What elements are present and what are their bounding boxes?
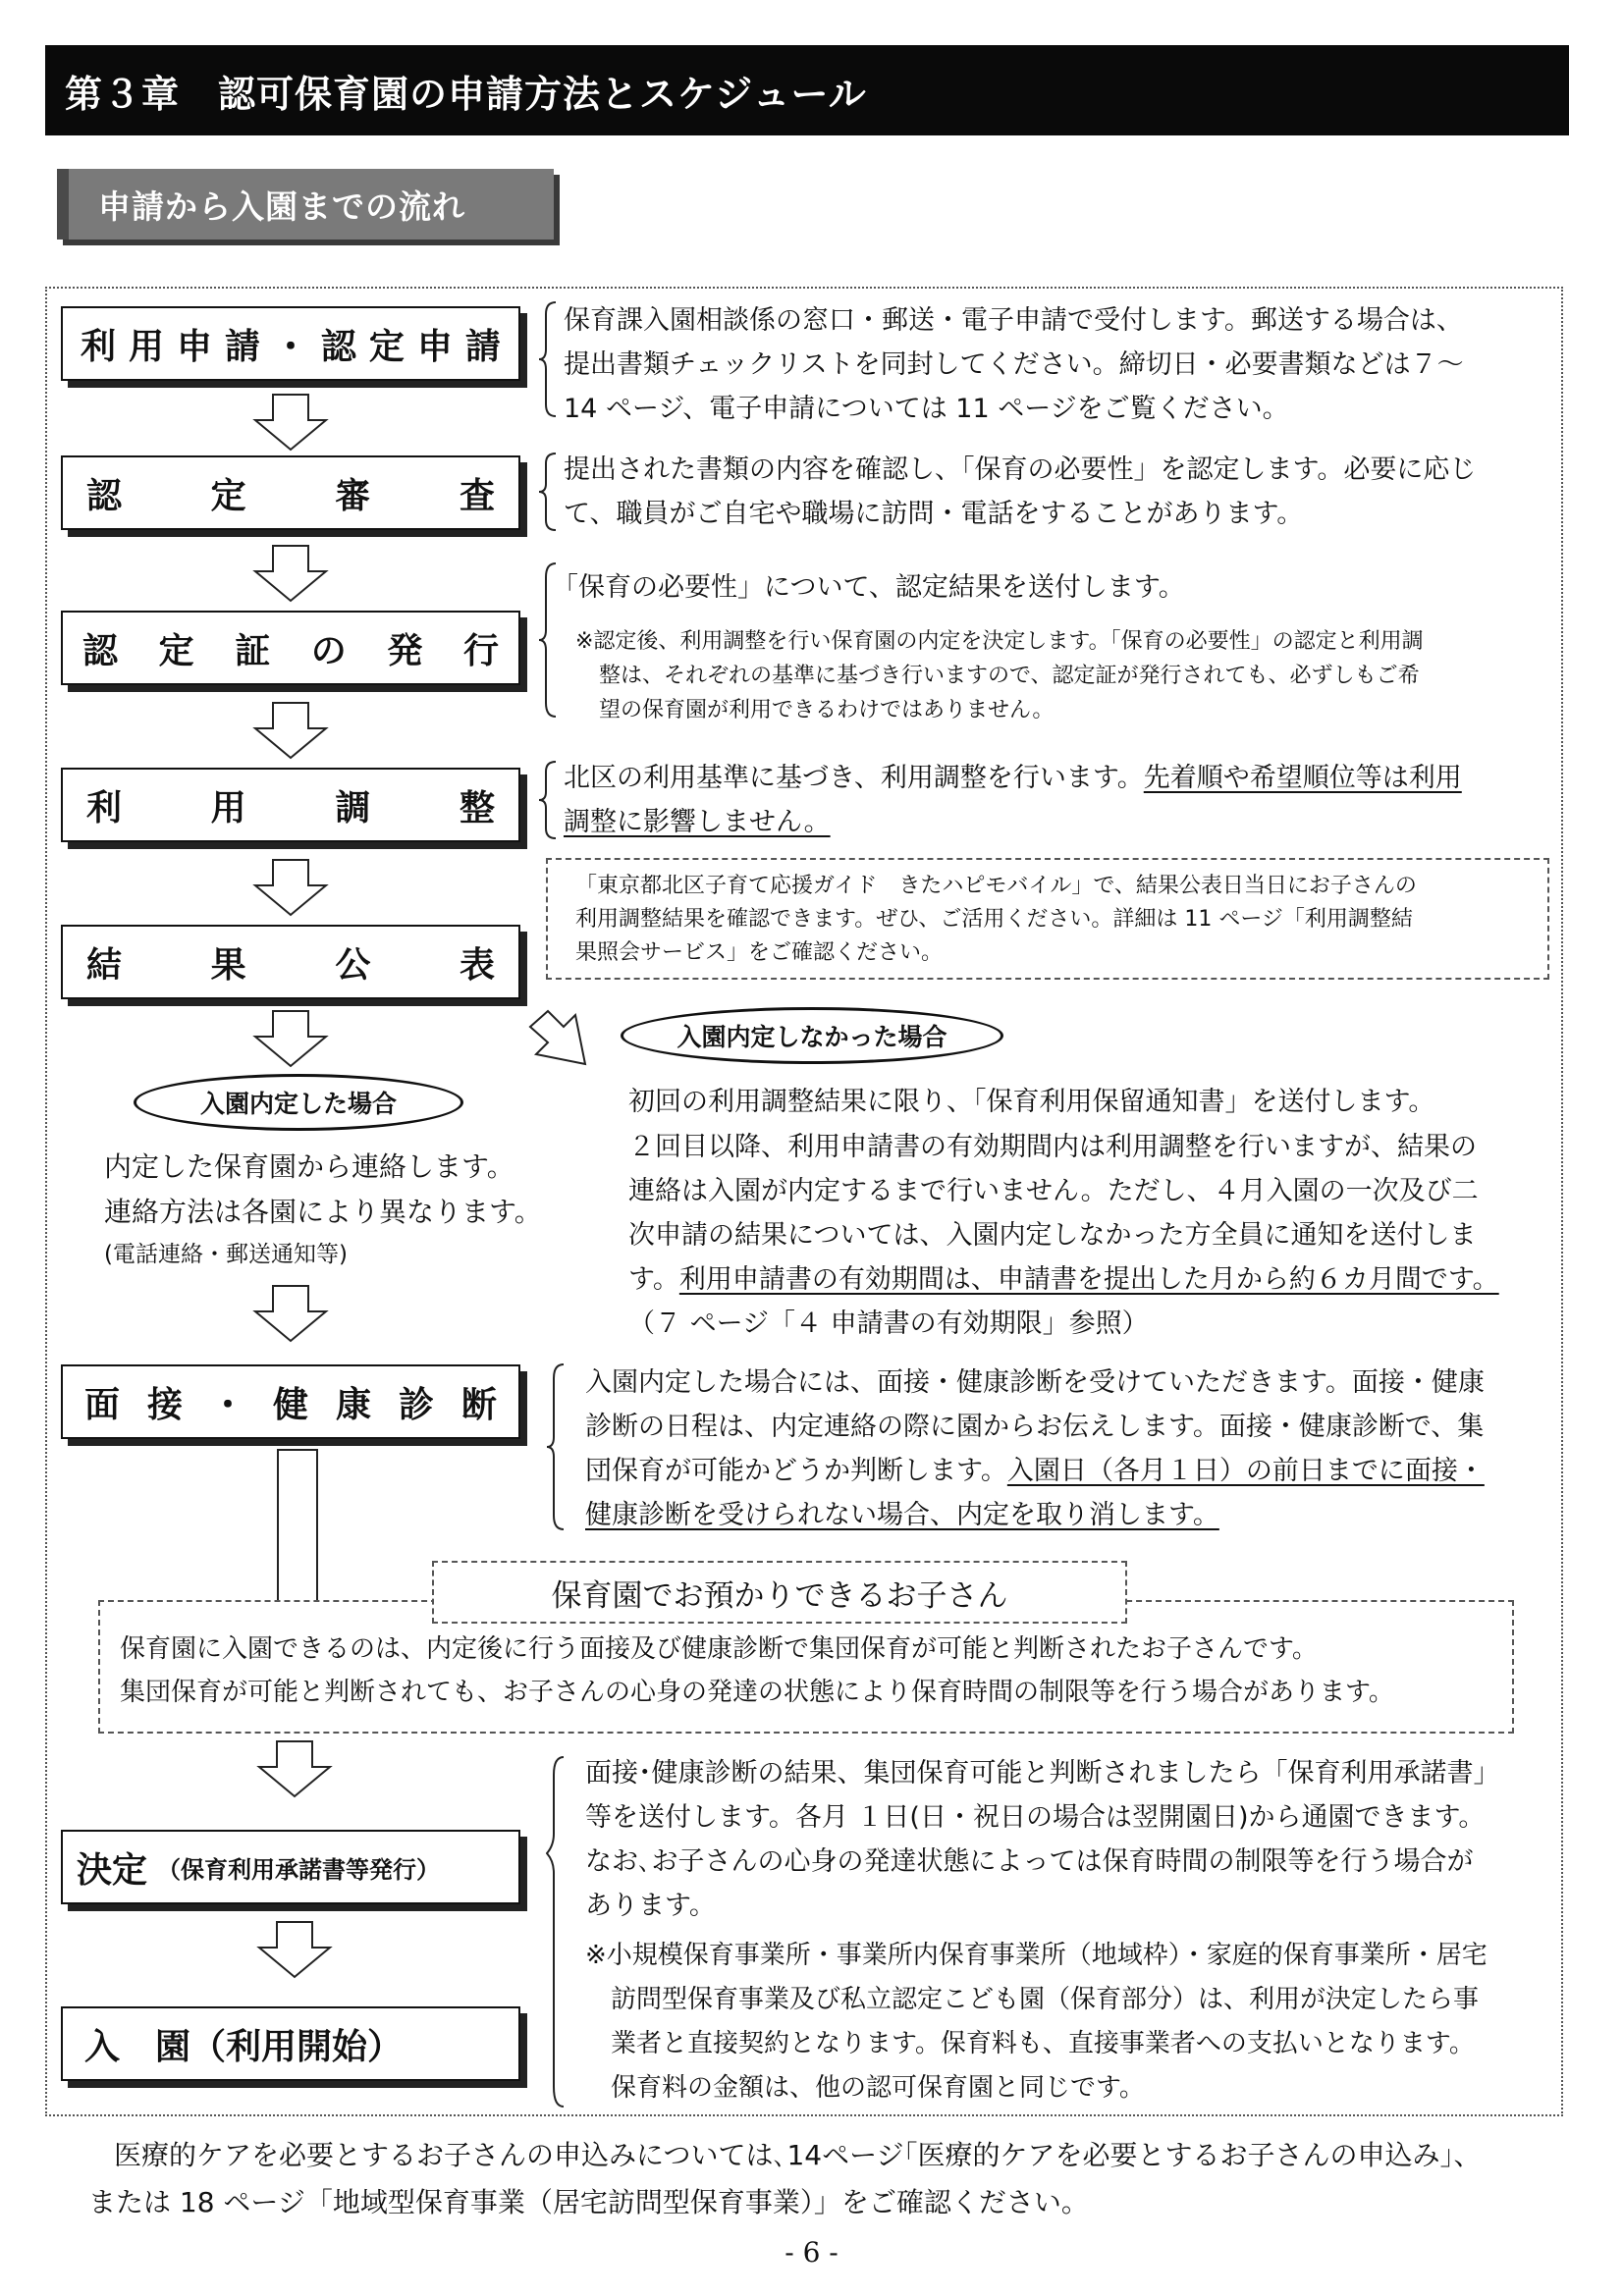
step-char: 表 [459, 944, 495, 986]
section-title: 申請から入園までの流れ [57, 169, 554, 240]
care-info-title: 保育園でお預かりできるお子さん [432, 1561, 1127, 1624]
arrow-down-icon [251, 1009, 330, 1068]
step-sub-label: （保育利用承諾書等発行） [157, 1855, 441, 1884]
step-char: 認 [82, 630, 119, 671]
step-char: 認 [86, 475, 123, 516]
arrow-down-icon [251, 858, 330, 917]
desc-adjustment: 北区の利用基準に基づき、利用調整を行います。先着順や希望順位等は利用 調整に影響しません。 [564, 763, 1462, 837]
step-char: 結 [86, 944, 123, 986]
step-char: ・ [209, 1384, 245, 1425]
desc-review: 提出された書類の内容を確認し、「保育の必要性」を認定します。必要に応じ て、職員がご自宅や職場に訪問・電話をすることがあります。 [564, 454, 1477, 529]
brace-icon [546, 1755, 566, 2109]
step-char: 申 [176, 326, 212, 367]
desc-accepted: 内定した保育園から連絡します。 連絡方法は各園により異なります。 (電話連絡・郵送通知等) [104, 1150, 542, 1267]
brace-icon [546, 1362, 566, 1531]
step-decision [61, 1830, 520, 1904]
step-interview [61, 1364, 520, 1439]
results-info-box: 「東京都北区子育て応援ガイド きたハピモバイル」で、結果公表日当日にお子さんの 利用調整結果を確認できます。ぜひ、ご活用ください。詳細は 11 ページ「利用調整結 果照会サービス」をご確認ください。 [546, 858, 1549, 980]
step-char: 定 [210, 475, 246, 516]
step-char: 果 [210, 944, 246, 986]
arrow-down-icon [251, 393, 330, 452]
step-char: 審 [335, 475, 371, 516]
step-char: 発 [387, 630, 423, 671]
page-number: - 6 - [784, 2236, 839, 2269]
arrow-down-icon [255, 1920, 334, 1979]
step-enrollment: 入 園（利用開始） [61, 2006, 520, 2081]
chapter-title: 第３章 認可保育園の申請方法とスケジュール [45, 45, 1569, 135]
step-application [61, 306, 520, 381]
step-char: 請 [224, 326, 260, 367]
step-char: の [310, 630, 347, 671]
step-char: 用 [128, 326, 164, 367]
step-adjustment [61, 768, 520, 842]
not-accepted-label: 入園内定しなかった場合 [621, 1007, 1003, 1064]
step-char: 定 [368, 326, 405, 367]
care-info-text: 保育園に入園できるのは、内定後に行う面接及び健康診断で集団保育が可能と判断されたお子さんです。 集団保育が可能と判断されても、お子さんの心身の発達の状態により保育時間の制限等を行う場合があります。 [120, 1634, 1394, 1707]
step-char: 行 [462, 630, 499, 671]
step-main-label: 決定 [77, 1849, 148, 1891]
step-char: 康 [335, 1384, 371, 1425]
footer-note: 医療的ケアを必要とするお子さんの申込みについては､14ページ｢医療的ケアを必要とするお子さんの申込み｣、 または 18 ページ「地域型保育事業（居宅訪問型保育事業）」をご確認ください。 [88, 2139, 1482, 2218]
desc-not-accepted: 初回の利用調整結果に限り、「保育利用保留通知書」を送付します。 [628, 1087, 1435, 1117]
arrow-down-icon [255, 1739, 334, 1798]
connector-bar [277, 1449, 318, 1606]
desc-decision: 面接･健康診断の結果、集団保育可能と判断されましたら「保育利用承諾書」 等を送付します。各月 １日(日・祝日の場合は翌開園日)から通園できます。 なお､お子さんの心身の発達状態によっては保育時間の制限等を行う場合が あります。 [585, 1758, 1500, 1921]
desc-certificate-note: ※認定後、利用調整を行い保育園の内定を決定します。「保育の必要性」の認定と利用調 整は、それぞれの基準に基づき行いますので、認定証が発行されても、必ずしもご希 望の保育園が利用できるわけではありません。 [575, 629, 1424, 722]
accepted-label: 入園内定した場合 [134, 1074, 463, 1131]
step-char: 面 [84, 1384, 121, 1425]
step-char: 調 [335, 787, 371, 828]
step-char: 公 [335, 944, 371, 986]
step-review [61, 455, 520, 530]
desc-application: 保育課入園相談係の窓口・郵送・電子申請で受付します。郵送する場合は、 提出書類チェックリストを同封してください。締切日・必要書類などは７〜 14 ページ、電子申請については 11 ページをご覧ください。 [564, 305, 1464, 424]
step-char: 断 [460, 1384, 497, 1425]
step-char: ・ [272, 326, 308, 367]
step-char: 認 [320, 326, 356, 367]
step-char: 利 [81, 326, 117, 367]
step-char: 整 [459, 787, 495, 828]
step-char: 用 [210, 787, 246, 828]
step-char: 査 [459, 475, 495, 516]
step-char: 証 [235, 630, 271, 671]
step-char: 健 [272, 1384, 308, 1425]
step-certificate [61, 611, 520, 685]
arrow-down-icon [251, 701, 330, 760]
step-char: 申 [416, 326, 453, 367]
step-char: 請 [464, 326, 501, 367]
step-char: 利 [86, 787, 123, 828]
arrow-diagonal-icon [526, 1007, 595, 1070]
desc-not-accepted-detail: ２回目以降、利用申請書の有効期間内は利用調整を行いますが、結果の 連絡は入園が内定するまで行いません。ただし、４月入園の一次及び二 次申請の結果については、入園内定しなかった方全員に通知を送付しま す。利用申請書の有効期間は、申請書を提出した月から約６カ月間です。 （７ ページ「４ 申請書の有効期限」参照） [628, 1132, 1499, 1339]
step-results [61, 925, 520, 999]
desc-interview: 入園内定した場合には、面接・健康診断を受けていただきます。面接・健康 診断の日程は、内定連絡の際に園からお伝えします。面接・健康診断で、集 団保育が可能かどうか判断します。入園日（各月１日）の前日までに面接・ 健康診断を受けられない場合、内定を取り消します。 [585, 1367, 1485, 1530]
arrow-down-icon [251, 1284, 330, 1343]
brace-icon [538, 452, 558, 532]
desc-certificate: 「保育の必要性」について、認定結果を送付します。 [552, 572, 1185, 603]
step-char: 接 [146, 1384, 183, 1425]
step-char: 定 [158, 630, 194, 671]
step-char: 診 [398, 1384, 434, 1425]
arrow-down-icon [251, 544, 330, 603]
brace-icon [538, 760, 558, 840]
desc-small-scale-note: ※小規模保育事業所・事業所内保育事業所（地域枠）・家庭的保育事業所・居宅 訪問型保育事業及び私立認定こども園（保育部分）は、利用が決定したら事 業者と直接契約となります。保育料も、直接事業者への支払いとなります。 保育料の金額は、他の認可保育園と同じです。 [585, 1941, 1488, 2103]
brace-icon [538, 300, 558, 418]
